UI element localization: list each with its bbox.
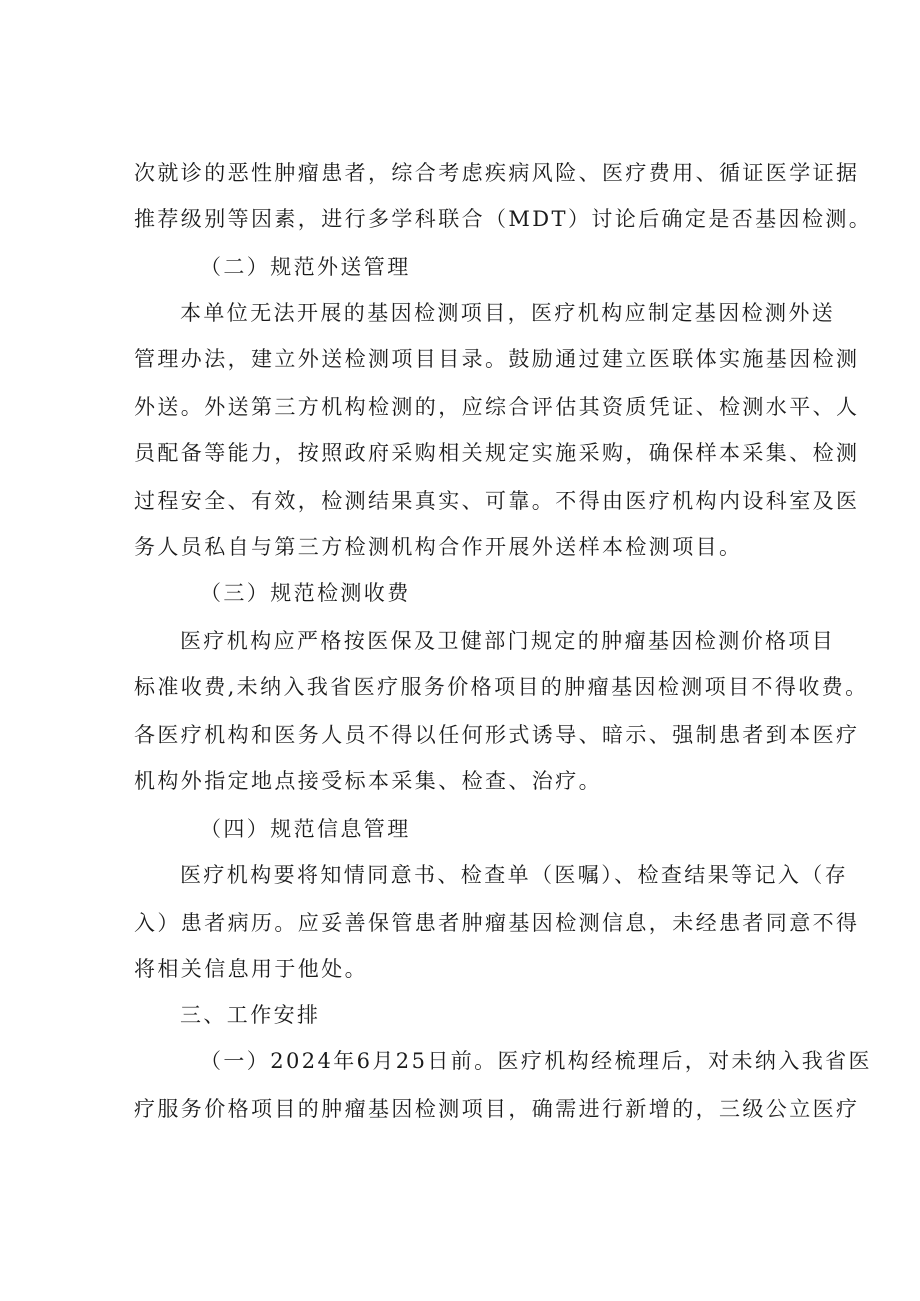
section-heading: （三）规范检测收费 [200,581,411,605]
paragraph-line: 标准收费,未纳入我省医疗服务价格项目的肿瘤基因检测项目不得收费。 [134,675,869,699]
paragraph-line: 医疗机构要将知情同意书、检查单（医嘱）、检查结果等记入（存 [180,863,849,887]
paragraph-line: 机构外指定地点接受标本采集、检查、治疗。 [134,769,602,793]
section-heading: （四）规范信息管理 [200,817,411,841]
paragraph-line: 管理办法，建立外送检测项目目录。鼓励通过建立医联体实施基因检测 [134,347,860,371]
paragraph-line: 外送。外送第三方机构检测的，应综合评估其资质凭证、检测水平、人 [134,395,860,419]
section-heading: 三、工作安排 [180,1003,321,1027]
paragraph-line: 过程安全、有效，检测结果真实、可靠。不得由医疗机构内设科室及医 [134,489,860,513]
paragraph-line: 医疗机构应严格按医保及卫健部门规定的肿瘤基因检测价格项目 [180,629,836,653]
paragraph-line: 各医疗机构和医务人员不得以任何形式诱导、暗示、强制患者到本医疗 [134,723,860,747]
paragraph-line: 疗服务价格项目的肿瘤基因检测项目，确需进行新增的，三级公立医疗 [134,1097,860,1121]
paragraph-line: 推荐级别等因素，进行多学科联合（MDT）讨论后确定是否基因检测。 [134,207,873,231]
paragraph-line: 员配备等能力，按照政府采购相关规定实施采购，确保样本采集、检测 [134,441,860,465]
paragraph-line: 次就诊的恶性肿瘤患者，综合考虑疾病风险、医疗费用、循证医学证据 [134,161,860,185]
paragraph-line: 入）患者病历。应妥善保管患者肿瘤基因检测信息，未经患者同意不得 [134,911,860,935]
section-heading: （二）规范外送管理 [200,255,411,279]
paragraph-line: （一）2024年6月25日前。医疗机构经梳理后，对未纳入我省医 [200,1049,872,1073]
paragraph-line: 本单位无法开展的基因检测项目，医疗机构应制定基因检测外送 [180,301,836,325]
paragraph-line: 务人员私自与第三方检测机构合作开展外送样本检测项目。 [134,535,743,559]
paragraph-line: 将相关信息用于他处。 [134,957,368,981]
